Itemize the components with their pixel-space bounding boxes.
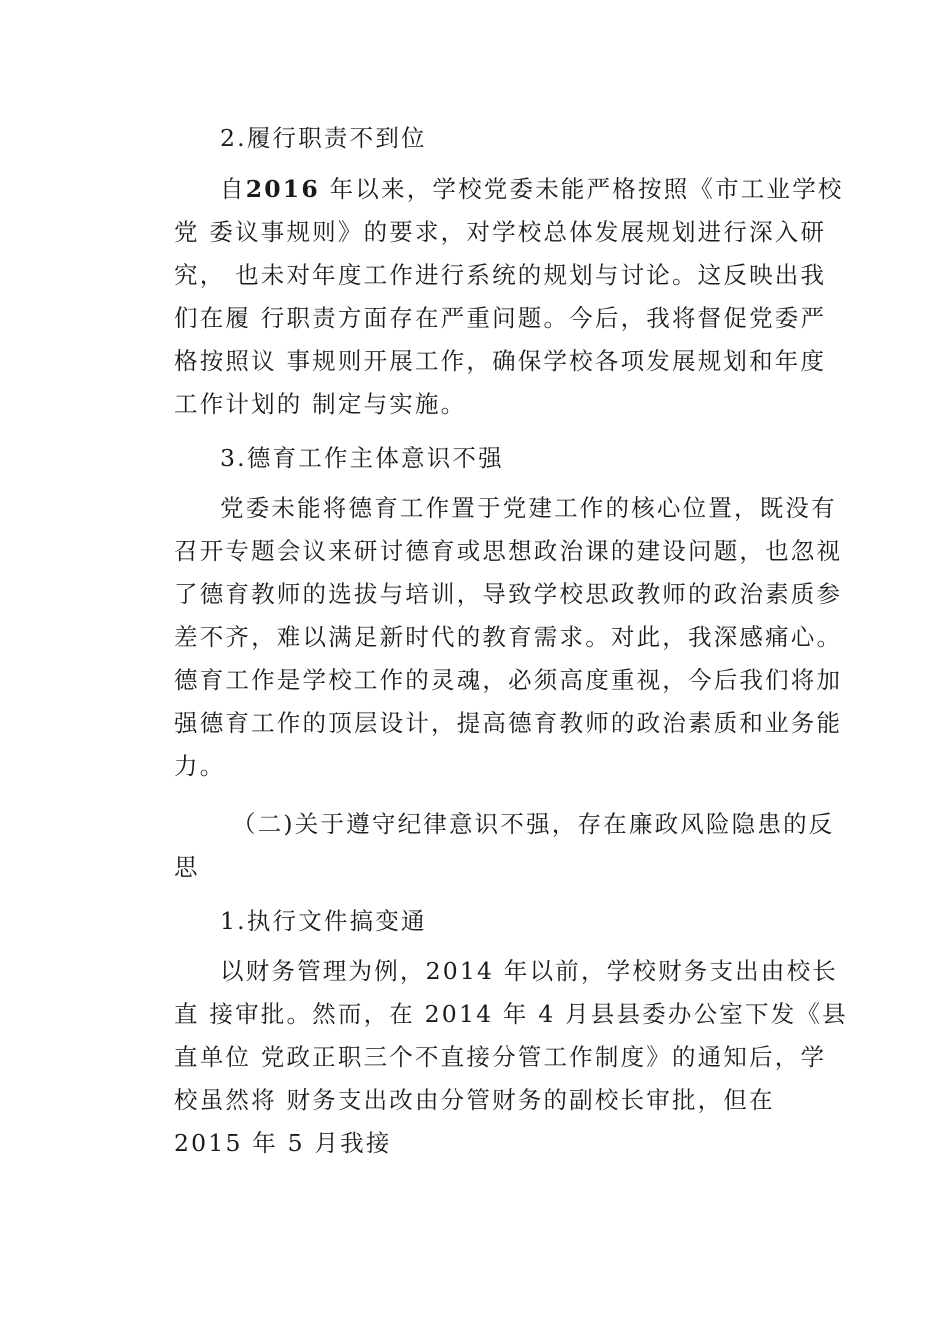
paragraph-line: 直 接审批。然而，在 2014 年 4 月县县委办公室下发《县 [174, 1000, 848, 1028]
paragraph-line: 格按照议 事规则开展工作，确保学校各项发展规划和年度 [174, 347, 827, 375]
paragraph-line: 校虽然将 财务支出改由分管财务的副校长审批，但在 [174, 1086, 775, 1114]
paragraph-line: 直单位 党政正职三个不直接分管工作制度》的通知后，学 [174, 1043, 827, 1071]
section-heading-3: 3.德育工作主体意识不强 [220, 444, 504, 472]
paragraph-line: 自2016 年以来，学校党委未能严格按照《市工业学校 [220, 175, 844, 203]
section-heading-ii-cont: 思 [174, 853, 200, 881]
paragraph-line: 们在履 行职责方面存在严重问题。今后，我将督促党委严 [174, 304, 827, 332]
paragraph-line: 工作计划的 制定与实施。 [174, 390, 467, 418]
section-heading-2: 2.履行职责不到位 [220, 124, 427, 152]
paragraph-line: 召开专题会议来研讨德育或思想政治课的建设问题，也忽视 [174, 537, 843, 565]
paragraph-line: 强德育工作的顶层设计，提高德育教师的政治素质和业务能 [174, 709, 843, 737]
paragraph-line: 党委未能将德育工作置于党建工作的核心位置，既没有 [220, 494, 837, 522]
paragraph-line: 究， 也未对年度工作进行系统的规划与讨论。这反映出我 [174, 261, 827, 289]
paragraph-line: 党 委议事规则》的要求，对学校总体发展规划进行深入研 [174, 218, 827, 246]
paragraph-line: 差不齐，难以满足新时代的教育需求。对此，我深感痛心。 [174, 623, 843, 651]
paragraph-line: 了德育教师的选拔与培训，导致学校思政教师的政治素质参 [174, 580, 843, 608]
paragraph-line: 德育工作是学校工作的灵魂，必须高度重视，今后我们将加 [174, 666, 843, 694]
paragraph-line: 以财务管理为例，2014 年以前，学校财务支出由校长 [220, 957, 838, 985]
paragraph-line: 力。 [174, 752, 226, 780]
paragraph-line: 2015 年 5 月我接 [174, 1129, 392, 1157]
section-heading-ii: （二)关于遵守纪律意识不强，存在廉政风险隐患的反 [232, 810, 835, 838]
section-heading-1: 1.执行文件搞变通 [220, 907, 427, 935]
